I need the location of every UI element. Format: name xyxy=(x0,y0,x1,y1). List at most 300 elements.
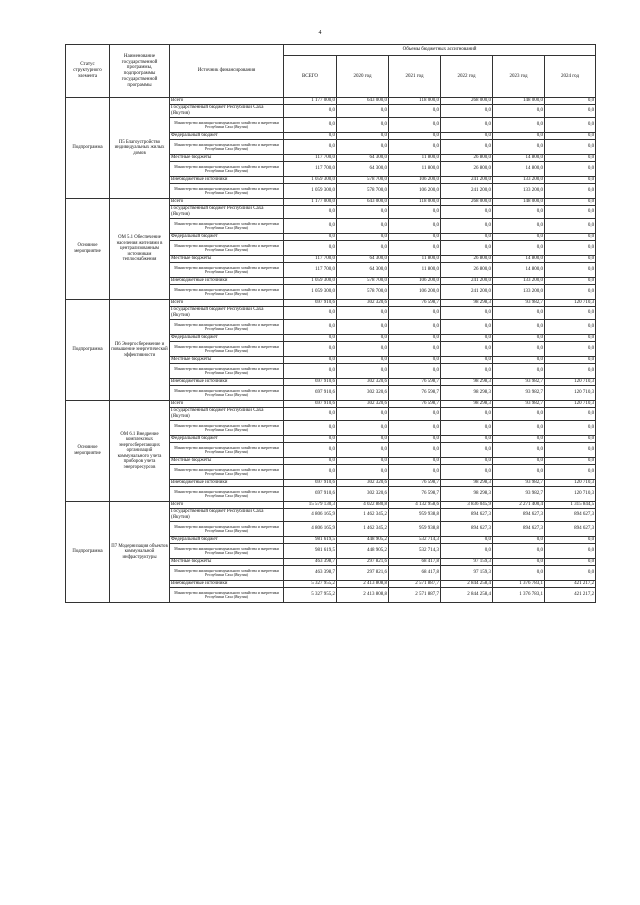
row-status: Подпрограмма xyxy=(66,98,110,199)
cell-value: 0,0 xyxy=(545,357,596,364)
row-source: Федеральный бюджет xyxy=(170,133,284,140)
cell-value: 0,0 xyxy=(493,307,545,320)
row-source: Министерство жилищно-коммунального хозяйства и энергетики Республики Саха (Якутия) xyxy=(170,465,284,480)
cell-value: 894 627,3 xyxy=(441,509,493,522)
cell-value: 0,0 xyxy=(441,219,493,234)
cell-value: 64 300,0 xyxy=(337,155,389,162)
row-source: Федеральный бюджет xyxy=(170,234,284,241)
header-year-2024: 2024 год xyxy=(545,56,596,98)
cell-value: 0,0 xyxy=(545,278,596,285)
cell-value: 2 571 887,7 xyxy=(389,588,441,603)
cell-value: 2 271 400,4 xyxy=(493,502,545,509)
row-source: Министерство жилищно-коммунального хозяйства и энергетики Республики Саха (Якутия) xyxy=(170,522,284,537)
cell-value: 0,0 xyxy=(441,544,493,559)
row-source: Федеральный бюджет xyxy=(170,335,284,342)
row-source: Внебюджетные источники xyxy=(170,177,284,184)
cell-value: 0,0 xyxy=(337,357,389,364)
cell-value: 133 200,0 xyxy=(493,285,545,300)
cell-value: 0,0 xyxy=(441,133,493,140)
cell-value: 1 059 300,0 xyxy=(284,285,337,300)
cell-value: 697 910,6 xyxy=(284,487,337,502)
cell-value: 0,0 xyxy=(389,219,441,234)
table-row xyxy=(66,199,596,206)
row-source: Местные бюджеты xyxy=(170,559,284,566)
row-source: Внебюджетные источники xyxy=(170,379,284,386)
cell-value: 0,0 xyxy=(337,408,389,421)
cell-value: 133 200,0 xyxy=(493,278,545,285)
cell-value: 0,0 xyxy=(337,320,389,335)
cell-value: 302 320,6 xyxy=(337,300,389,307)
cell-value: 0,0 xyxy=(545,133,596,140)
cell-value: 578 700,0 xyxy=(337,285,389,300)
cell-value: 1 462 345,2 xyxy=(337,509,389,522)
cell-value: 0,0 xyxy=(493,335,545,342)
row-source: Местные бюджеты xyxy=(170,155,284,162)
cell-value: 0,0 xyxy=(545,421,596,436)
row-source: Государственный бюджет Республики Саха (Якутия) xyxy=(170,105,284,118)
row-source: Министерство жилищно-коммунального хозяйства и энергетики Республики Саха (Якутия) xyxy=(170,241,284,256)
cell-value: 643 000,0 xyxy=(337,199,389,206)
row-source: Министерство жилищно-коммунального хозяйства и энергетики Республики Саха (Якутия) xyxy=(170,263,284,278)
cell-value: 1 059 300,0 xyxy=(284,177,337,184)
cell-value: 0,0 xyxy=(441,465,493,480)
cell-value: 4 022 880,8 xyxy=(337,502,389,509)
row-source: Министерство жилищно-коммунального хозяйства и энергетики Республики Саха (Якутия) xyxy=(170,386,284,401)
cell-value: 120 710,3 xyxy=(545,386,596,401)
cell-value: 76 598,7 xyxy=(389,401,441,408)
cell-value: 0,0 xyxy=(493,219,545,234)
cell-value: 0,0 xyxy=(337,241,389,256)
cell-value: 241 200,0 xyxy=(441,278,493,285)
cell-value: 0,0 xyxy=(284,234,337,241)
row-source: Министерство жилищно-коммунального хозяйства и энергетики Республики Саха (Якутия) xyxy=(170,162,284,177)
row-status: Подпрограмма xyxy=(66,300,110,401)
cell-value: 0,0 xyxy=(441,241,493,256)
cell-value: 26 800,0 xyxy=(441,256,493,263)
cell-value: 1 177 000,0 xyxy=(284,98,337,105)
row-program-name: П6 Энергосбережение и повышение энергетической эффективности xyxy=(110,300,170,401)
cell-value: 133 200,0 xyxy=(493,177,545,184)
cell-value: 0,0 xyxy=(493,465,545,480)
row-source: Министерство жилищно-коммунального хозяйства и энергетики Республики Саха (Якутия) xyxy=(170,118,284,133)
cell-value: 5 327 955,2 xyxy=(284,588,337,603)
cell-value: 0,0 xyxy=(493,443,545,458)
cell-value: 68 417,8 xyxy=(389,566,441,581)
cell-value: 148 000,0 xyxy=(493,98,545,105)
table-body xyxy=(66,98,596,603)
row-source: Местные бюджеты xyxy=(170,357,284,364)
cell-value: 93 982,7 xyxy=(493,487,545,502)
cell-value: 106 200,0 xyxy=(389,177,441,184)
cell-value: 2 413 808,8 xyxy=(337,581,389,588)
cell-value: 64 300,0 xyxy=(337,263,389,278)
cell-value: 0,0 xyxy=(441,140,493,155)
cell-value: 268 000,0 xyxy=(441,199,493,206)
cell-value: 0,0 xyxy=(545,566,596,581)
cell-value: 0,0 xyxy=(284,436,337,443)
cell-value: 133 200,0 xyxy=(493,184,545,199)
row-source: Министерство жилищно-коммунального хозяйства и энергетики Республики Саха (Якутия) xyxy=(170,566,284,581)
header-source: Источник финансирования xyxy=(170,45,284,98)
cell-value: 0,0 xyxy=(441,443,493,458)
cell-value: 98 298,3 xyxy=(441,487,493,502)
cell-value: 0,0 xyxy=(545,140,596,155)
cell-value: 297 821,6 xyxy=(337,559,389,566)
cell-value: 0,0 xyxy=(337,105,389,118)
cell-value: 0,0 xyxy=(389,364,441,379)
cell-value: 463 398,7 xyxy=(284,566,337,581)
row-source: Государственный бюджет Республики Саха (Якутия) xyxy=(170,509,284,522)
cell-value: 106 200,0 xyxy=(389,184,441,199)
cell-value: 0,0 xyxy=(389,465,441,480)
cell-value: 297 821,6 xyxy=(337,566,389,581)
cell-value: 0,0 xyxy=(545,544,596,559)
cell-value: 0,0 xyxy=(545,364,596,379)
cell-value: 894 627,3 xyxy=(545,522,596,537)
cell-value: 532 714,3 xyxy=(389,537,441,544)
cell-value: 0,0 xyxy=(545,155,596,162)
cell-value: 98 298,3 xyxy=(441,480,493,487)
cell-value: 0,0 xyxy=(389,307,441,320)
cell-value: 0,0 xyxy=(284,133,337,140)
header-year-2020: 2020 год xyxy=(337,56,389,98)
cell-value: 0,0 xyxy=(389,458,441,465)
row-source: Министерство жилищно-коммунального хозяйства и энергетики Республики Саха (Якутия) xyxy=(170,285,284,300)
header-year-total: ВСЕГО xyxy=(284,56,337,98)
cell-value: 0,0 xyxy=(337,219,389,234)
cell-value: 120 710,3 xyxy=(545,401,596,408)
cell-value: 26 800,0 xyxy=(441,155,493,162)
cell-value: 98 298,3 xyxy=(441,401,493,408)
cell-value: 0,0 xyxy=(389,335,441,342)
cell-value: 0,0 xyxy=(389,408,441,421)
cell-value: 0,0 xyxy=(389,133,441,140)
cell-value: 0,0 xyxy=(389,342,441,357)
row-source: Внебюджетные источники xyxy=(170,480,284,487)
cell-value: 2 844 258,4 xyxy=(441,588,493,603)
cell-value: 14 800,0 xyxy=(493,162,545,177)
cell-value: 2 571 887,7 xyxy=(389,581,441,588)
cell-value: 97 159,3 xyxy=(441,566,493,581)
cell-value: 0,0 xyxy=(389,105,441,118)
cell-value: 117 700,0 xyxy=(284,162,337,177)
cell-value: 0,0 xyxy=(441,206,493,219)
header-year-2022: 2022 год xyxy=(441,56,493,98)
row-source: Министерство жилищно-коммунального хозяйства и энергетики Республики Саха (Якутия) xyxy=(170,320,284,335)
cell-value: 93 982,7 xyxy=(493,300,545,307)
cell-value: 2 844 258,4 xyxy=(441,581,493,588)
cell-value: 0,0 xyxy=(284,241,337,256)
cell-value: 0,0 xyxy=(389,241,441,256)
row-source: Министерство жилищно-коммунального хозяйства и энергетики Республики Саха (Якутия) xyxy=(170,421,284,436)
cell-value: 76 598,7 xyxy=(389,386,441,401)
cell-value: 93 982,7 xyxy=(493,386,545,401)
cell-value: 118 000,0 xyxy=(389,199,441,206)
cell-value: 0,0 xyxy=(337,118,389,133)
header-status: Статус структурного элемента xyxy=(66,45,110,98)
cell-value: 0,0 xyxy=(389,357,441,364)
row-program-name: ОМ 6.1 Внедрение комплексных энергосберегающих организаций коммунального учета приборов учета энергоресурсов xyxy=(110,401,170,502)
cell-value: 0,0 xyxy=(284,408,337,421)
cell-value: 0,0 xyxy=(284,465,337,480)
cell-value: 643 000,0 xyxy=(337,98,389,105)
cell-value: 0,0 xyxy=(493,118,545,133)
cell-value: 0,0 xyxy=(337,234,389,241)
cell-value: 0,0 xyxy=(493,342,545,357)
header-year-2021: 2021 год xyxy=(389,56,441,98)
cell-value: 0,0 xyxy=(545,443,596,458)
row-source: Местные бюджеты xyxy=(170,256,284,263)
cell-value: 0,0 xyxy=(493,234,545,241)
cell-value: 0,0 xyxy=(493,357,545,364)
cell-value: 76 598,7 xyxy=(389,379,441,386)
cell-value: 0,0 xyxy=(337,342,389,357)
cell-value: 0,0 xyxy=(545,241,596,256)
cell-value: 0,0 xyxy=(545,465,596,480)
cell-value: 0,0 xyxy=(545,219,596,234)
row-source: Внебюджетные источники xyxy=(170,278,284,285)
cell-value: 0,0 xyxy=(493,206,545,219)
cell-value: 76 598,7 xyxy=(389,480,441,487)
cell-value: 0,0 xyxy=(284,335,337,342)
cell-value: 120 710,3 xyxy=(545,487,596,502)
cell-value: 302 320,6 xyxy=(337,401,389,408)
cell-value: 268 000,0 xyxy=(441,98,493,105)
cell-value: 117 700,0 xyxy=(284,256,337,263)
header-name: Наименование государственной программы, подпрограммы государственной программы xyxy=(110,45,170,98)
table-row xyxy=(66,502,596,509)
cell-value: 0,0 xyxy=(441,307,493,320)
row-source: Министерство жилищно-коммунального хозяйства и энергетики Республики Саха (Якутия) xyxy=(170,219,284,234)
cell-value: 0,0 xyxy=(441,364,493,379)
cell-value: 15 579 130,3 xyxy=(284,502,337,509)
row-source: Всего xyxy=(170,300,284,307)
cell-value: 14 800,0 xyxy=(493,155,545,162)
cell-value: 0,0 xyxy=(284,364,337,379)
cell-value: 0,0 xyxy=(337,458,389,465)
row-source: Государственный бюджет Республики Саха (Якутия) xyxy=(170,408,284,421)
cell-value: 894 627,3 xyxy=(441,522,493,537)
cell-value: 578 700,0 xyxy=(337,278,389,285)
cell-value: 120 710,3 xyxy=(545,379,596,386)
cell-value: 11 800,0 xyxy=(389,256,441,263)
row-source: Министерство жилищно-коммунального хозяйства и энергетики Республики Саха (Якутия) xyxy=(170,544,284,559)
cell-value: 106 200,0 xyxy=(389,278,441,285)
cell-value: 959 938,8 xyxy=(389,522,441,537)
cell-value: 981 619,5 xyxy=(284,544,337,559)
cell-value: 0,0 xyxy=(493,544,545,559)
cell-value: 0,0 xyxy=(389,421,441,436)
cell-value: 0,0 xyxy=(493,537,545,544)
cell-value: 98 298,3 xyxy=(441,386,493,401)
cell-value: 64 300,0 xyxy=(337,256,389,263)
cell-value: 0,0 xyxy=(545,307,596,320)
row-source: Государственный бюджет Республики Саха (Якутия) xyxy=(170,206,284,219)
cell-value: 0,0 xyxy=(545,98,596,105)
cell-value: 0,0 xyxy=(493,133,545,140)
cell-value: 1 059 300,0 xyxy=(284,184,337,199)
cell-value: 0,0 xyxy=(441,118,493,133)
cell-value: 148 000,0 xyxy=(493,199,545,206)
cell-value: 0,0 xyxy=(284,307,337,320)
cell-value: 93 982,7 xyxy=(493,401,545,408)
cell-value: 1 059 300,0 xyxy=(284,278,337,285)
cell-value: 98 298,3 xyxy=(441,379,493,386)
row-source: Государственный бюджет Республики Саха (Якутия) xyxy=(170,307,284,320)
cell-value: 0,0 xyxy=(493,559,545,566)
row-source: Министерство жилищно-коммунального хозяйства и энергетики Республики Саха (Якутия) xyxy=(170,184,284,199)
cell-value: 302 320,6 xyxy=(337,386,389,401)
cell-value: 0,0 xyxy=(284,140,337,155)
cell-value: 97 159,3 xyxy=(441,559,493,566)
cell-value: 0,0 xyxy=(493,140,545,155)
cell-value: 0,0 xyxy=(545,436,596,443)
cell-value: 11 800,0 xyxy=(389,263,441,278)
cell-value: 68 417,8 xyxy=(389,559,441,566)
cell-value: 98 298,3 xyxy=(441,300,493,307)
cell-value: 11 800,0 xyxy=(389,155,441,162)
row-source: Внебюджетные источники xyxy=(170,581,284,588)
cell-value: 0,0 xyxy=(493,421,545,436)
cell-value: 1 376 783,1 xyxy=(493,588,545,603)
cell-value: 0,0 xyxy=(545,335,596,342)
row-source: Федеральный бюджет xyxy=(170,537,284,544)
cell-value: 0,0 xyxy=(441,342,493,357)
cell-value: 0,0 xyxy=(389,206,441,219)
cell-value: 0,0 xyxy=(389,234,441,241)
cell-value: 0,0 xyxy=(493,566,545,581)
cell-value: 241 200,0 xyxy=(441,177,493,184)
cell-value: 0,0 xyxy=(493,105,545,118)
cell-value: 697 910,6 xyxy=(284,300,337,307)
table-row xyxy=(66,98,596,105)
cell-value: 0,0 xyxy=(545,234,596,241)
cell-value: 697 910,6 xyxy=(284,379,337,386)
cell-value: 0,0 xyxy=(389,320,441,335)
cell-value: 894 627,3 xyxy=(493,509,545,522)
cell-value: 1 177 000,0 xyxy=(284,199,337,206)
cell-value: 0,0 xyxy=(441,320,493,335)
cell-value: 0,0 xyxy=(493,241,545,256)
cell-value: 463 398,7 xyxy=(284,559,337,566)
cell-value: 241 200,0 xyxy=(441,184,493,199)
cell-value: 0,0 xyxy=(284,342,337,357)
cell-value: 5 327 955,2 xyxy=(284,581,337,588)
cell-value: 0,0 xyxy=(337,421,389,436)
row-source: Федеральный бюджет xyxy=(170,436,284,443)
cell-value: 0,0 xyxy=(545,320,596,335)
cell-value: 0,0 xyxy=(441,408,493,421)
cell-value: 0,0 xyxy=(545,177,596,184)
row-source: Министерство жилищно-коммунального хозяйства и энергетики Республики Саха (Якутия) xyxy=(170,588,284,603)
cell-value: 981 619,5 xyxy=(284,537,337,544)
cell-value: 0,0 xyxy=(545,263,596,278)
cell-value: 697 910,6 xyxy=(284,386,337,401)
cell-value: 26 800,0 xyxy=(441,263,493,278)
cell-value: 117 700,0 xyxy=(284,263,337,278)
cell-value: 0,0 xyxy=(337,140,389,155)
cell-value: 120 710,3 xyxy=(545,300,596,307)
row-source: Всего xyxy=(170,401,284,408)
cell-value: 421 217,2 xyxy=(545,581,596,588)
cell-value: 26 800,0 xyxy=(441,162,493,177)
cell-value: 0,0 xyxy=(389,118,441,133)
cell-value: 0,0 xyxy=(545,285,596,300)
cell-value: 1 376 783,1 xyxy=(493,581,545,588)
cell-value: 0,0 xyxy=(389,436,441,443)
cell-value: 0,0 xyxy=(545,162,596,177)
cell-value: 3 836 045,9 xyxy=(441,502,493,509)
row-program-name: П5 Благоустройство индивидуальных жилых домов xyxy=(110,98,170,199)
cell-value: 118 000,0 xyxy=(389,98,441,105)
cell-value: 0,0 xyxy=(284,443,337,458)
cell-value: 0,0 xyxy=(389,140,441,155)
cell-value: 0,0 xyxy=(284,421,337,436)
cell-value: 0,0 xyxy=(545,105,596,118)
cell-value: 0,0 xyxy=(337,335,389,342)
cell-value: 0,0 xyxy=(337,465,389,480)
page-number: 4 xyxy=(318,30,322,36)
cell-value: 117 700,0 xyxy=(284,155,337,162)
cell-value: 0,0 xyxy=(545,184,596,199)
cell-value: 0,0 xyxy=(337,307,389,320)
table-row xyxy=(66,401,596,408)
cell-value: 894 627,3 xyxy=(545,509,596,522)
cell-value: 0,0 xyxy=(337,206,389,219)
cell-value: 120 710,3 xyxy=(545,480,596,487)
cell-value: 302 320,6 xyxy=(337,487,389,502)
cell-value: 11 800,0 xyxy=(389,162,441,177)
cell-value: 0,0 xyxy=(284,105,337,118)
cell-value: 0,0 xyxy=(284,219,337,234)
cell-value: 0,0 xyxy=(545,118,596,133)
cell-value: 0,0 xyxy=(493,458,545,465)
cell-value: 448 905,2 xyxy=(337,537,389,544)
cell-value: 4 132 958,6 xyxy=(389,502,441,509)
cell-value: 0,0 xyxy=(284,357,337,364)
cell-value: 0,0 xyxy=(389,443,441,458)
cell-value: 106 200,0 xyxy=(389,285,441,300)
cell-value: 14 800,0 xyxy=(493,256,545,263)
row-source: Министерство жилищно-коммунального хозяйства и энергетики Республики Саха (Якутия) xyxy=(170,443,284,458)
cell-value: 421 217,2 xyxy=(545,588,596,603)
cell-value: 64 300,0 xyxy=(337,162,389,177)
row-status: Основное мероприятие xyxy=(66,199,110,300)
cell-value: 0,0 xyxy=(493,364,545,379)
cell-value: 0,0 xyxy=(493,436,545,443)
cell-value: 93 982,7 xyxy=(493,480,545,487)
cell-value: 76 598,7 xyxy=(389,487,441,502)
cell-value: 0,0 xyxy=(284,118,337,133)
row-source: Министерство жилищно-коммунального хозяйства и энергетики Республики Саха (Якутия) xyxy=(170,364,284,379)
cell-value: 1 315 844,5 xyxy=(545,502,596,509)
cell-value: 1 462 345,2 xyxy=(337,522,389,537)
row-program-name: П7 Модернизация объектов коммунальной инфраструктуры xyxy=(110,502,170,603)
cell-value: 76 598,7 xyxy=(389,300,441,307)
cell-value: 0,0 xyxy=(545,559,596,566)
cell-value: 0,0 xyxy=(545,199,596,206)
cell-value: 532 714,3 xyxy=(389,544,441,559)
cell-value: 0,0 xyxy=(284,458,337,465)
cell-value: 0,0 xyxy=(337,133,389,140)
cell-value: 4 806 165,9 xyxy=(284,522,337,537)
cell-value: 0,0 xyxy=(284,320,337,335)
budget-table xyxy=(65,44,596,603)
cell-value: 894 627,3 xyxy=(493,522,545,537)
row-program-name: ОМ 5.1 Обеспечение населения жителями в централизованным источникам теплоснабжения xyxy=(110,199,170,300)
cell-value: 578 700,0 xyxy=(337,177,389,184)
row-source: Всего xyxy=(170,98,284,105)
